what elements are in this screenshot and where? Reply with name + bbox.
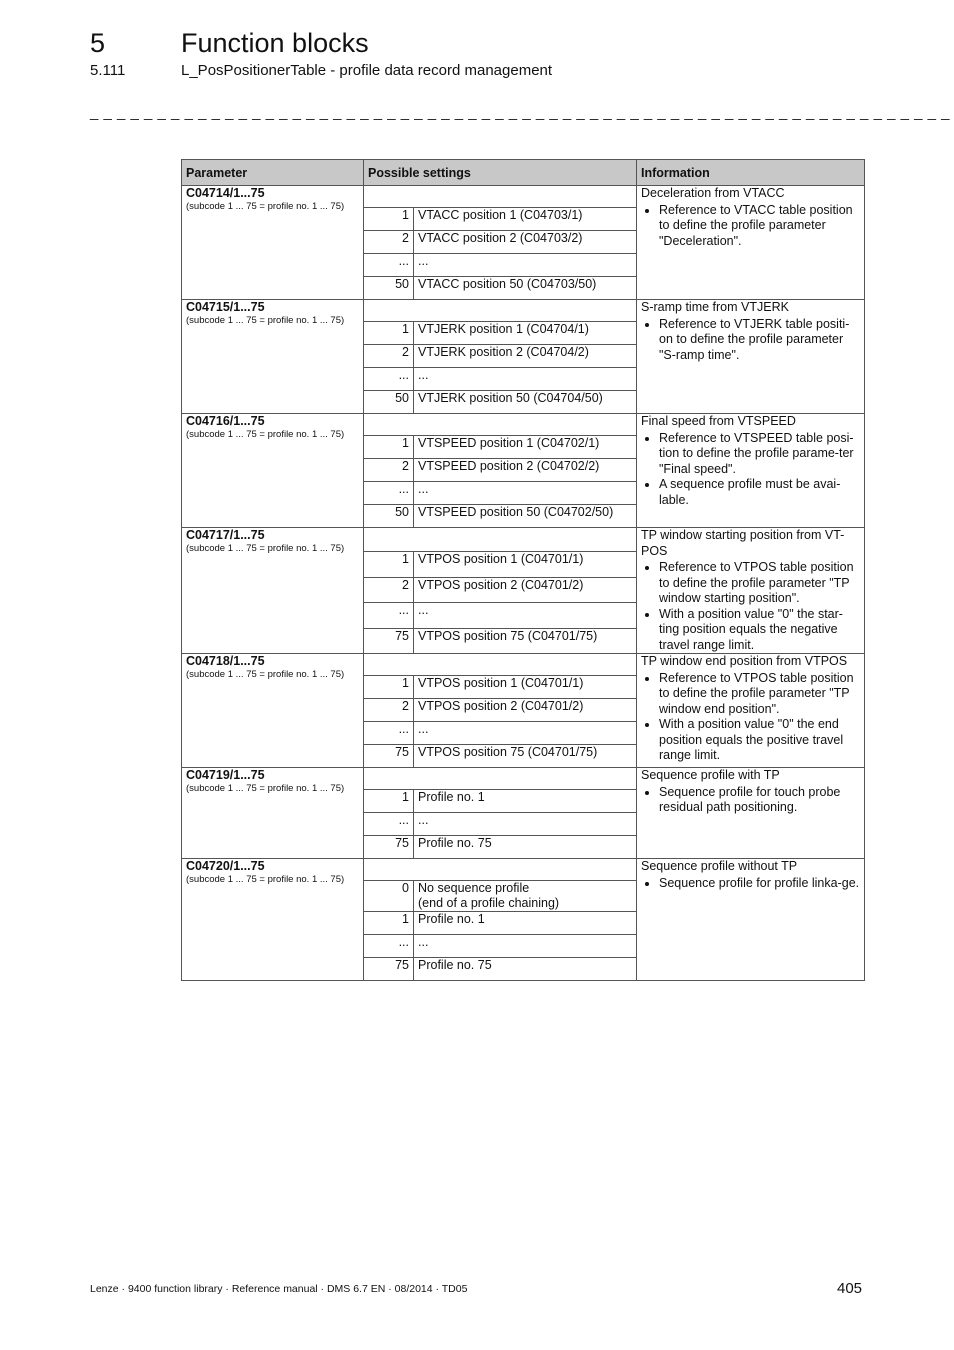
setting-text: ... [418,482,429,496]
settings-blank-cell [364,414,637,436]
parameter-code: C04716/1...75 [186,414,265,428]
information-bullet: • Reference to VTPOS table position to define the profile parameter "TP window starting position". [659,560,860,607]
setting-description [414,745,637,768]
setting-text: VTACC position 1 (C04703/1) [418,208,583,222]
parameter-cell [182,414,364,528]
table-row [182,859,865,881]
table-row [182,186,865,208]
setting-text: VTACC position 50 (C04703/50) [418,277,597,291]
table-row [182,768,865,790]
setting-text: VTSPEED position 2 (C04702/2) [418,459,600,473]
setting-text: VTPOS position 1 (C04701/1) [418,676,584,690]
setting-description [414,676,637,699]
information-list [641,671,860,764]
information-cell [637,859,865,981]
setting-value: 1 [364,552,414,577]
setting-value: ... [364,603,414,628]
setting-value: 75 [364,836,414,859]
setting-text: VTSPEED position 1 (C04702/1) [418,436,600,450]
page-number: 405 [837,1280,863,1297]
parameter-cell [182,300,364,414]
parameter-code: C04717/1...75 [186,528,265,542]
information-cell [637,654,865,768]
information-list [641,876,860,892]
parameter-code: C04718/1...75 [186,654,265,668]
table-row [182,414,865,436]
setting-description [414,912,637,935]
setting-description [414,231,637,254]
table-header-row [182,160,865,186]
information-cell [637,414,865,528]
parameter-cell [182,528,364,654]
setting-text: VTPOS position 2 (C04701/2) [418,699,584,713]
setting-value: 2 [364,699,414,722]
setting-value: ... [364,935,414,958]
setting-description [414,208,637,231]
setting-description [414,836,637,859]
information-bullet: • Reference to VTJERK table positi-on to define the profile parameter "S-ramp time". [659,317,860,364]
setting-value: 75 [364,958,414,981]
setting-text: ... [418,254,429,268]
table-row [182,300,865,322]
parameter-cell [182,654,364,768]
setting-text: ... [418,368,429,382]
information-bullet: • Reference to VTACC table position to define the profile parameter "Deceleration". [659,203,860,250]
parameter-cell [182,186,364,300]
setting-text: Profile no. 75 [418,958,492,972]
parameter-subcode: (subcode 1 ... 75 = profile no. 1 ... 75) [186,669,345,680]
setting-description [414,722,637,745]
header-possible-settings: Possible settings [364,160,637,186]
setting-value: 50 [364,277,414,300]
setting-text: ... [418,722,429,736]
header-separator: _ _ _ _ _ _ _ _ _ _ _ _ _ _ _ _ _ _ _ _ _ _ _ _ _ _ _ _ _ _ _ _ _ _ _ _ _ _ _ _ _ _ _ _ _ _ _ _ _ _ _ _ _ _ _ _ _ _ _ _ _ _ _ _ [90,104,950,121]
setting-description [414,603,637,628]
parameter-code: C04715/1...75 [186,300,265,314]
header-parameter: Parameter [182,160,364,186]
parameter-subcode: (subcode 1 ... 75 = profile no. 1 ... 75) [186,429,345,440]
setting-value: 50 [364,391,414,414]
setting-text: ... [418,603,429,618]
parameter-code: C04720/1...75 [186,859,265,873]
setting-description [414,482,637,505]
information-bullet: • With a position value "0" the star-ting position equals the negative travel range limit. [659,607,860,654]
parameter-table [181,159,865,981]
setting-value: 75 [364,745,414,768]
setting-description [414,459,637,482]
information-list [641,317,860,364]
setting-text: ... [418,813,429,827]
setting-description [414,790,637,813]
setting-text: VTJERK position 2 (C04704/2) [418,345,589,359]
setting-description [414,254,637,277]
setting-text: ... [418,935,429,949]
information-bullet: • A sequence profile must be avai-lable. [659,477,860,508]
information-list [641,203,860,250]
setting-value: ... [364,254,414,277]
setting-description [414,881,637,912]
information-list [641,431,860,509]
information-bullet: • Reference to VTSPEED table posi-tion to define the profile parame-ter "Final speed". [659,431,860,478]
setting-description [414,935,637,958]
header-information: Information [637,160,865,186]
setting-value: ... [364,368,414,391]
information-title: S-ramp time from VTJERK [641,300,789,314]
setting-text: VTPOS position 1 (C04701/1) [418,552,584,567]
setting-text: No sequence profile [418,881,530,895]
setting-value: ... [364,482,414,505]
information-title: Sequence profile with TP [641,768,780,782]
setting-description [414,436,637,459]
settings-blank-cell [364,300,637,322]
setting-text: VTJERK position 1 (C04704/1) [418,322,589,336]
parameter-code: C04714/1...75 [186,186,265,200]
setting-value: 2 [364,231,414,254]
setting-description [414,958,637,981]
chapter-number: 5 [90,28,106,58]
parameter-subcode: (subcode 1 ... 75 = profile no. 1 ... 75) [186,315,345,326]
information-title: Final speed from VTSPEED [641,414,796,428]
section-title: L_PosPositionerTable - profile data record management [181,62,553,79]
information-bullet: • Sequence profile for touch probe residual path positioning. [659,785,860,816]
settings-blank-cell [364,768,637,790]
table-row [182,528,865,552]
parameter-subcode: (subcode 1 ... 75 = profile no. 1 ... 75) [186,201,345,212]
setting-value: 1 [364,322,414,345]
setting-text: Profile no. 1 [418,790,485,804]
section-number: 5.111 [90,62,126,79]
setting-text: VTACC position 2 (C04703/2) [418,231,583,245]
table-row [182,654,865,676]
setting-value: ... [364,722,414,745]
information-bullet: • With a position value "0" the end position equals the positive travel range limit. [659,717,860,764]
setting-text: VTPOS position 2 (C04701/2) [418,577,584,592]
parameter-cell [182,768,364,859]
setting-description [414,368,637,391]
information-title: Deceleration from VTACC [641,186,785,200]
settings-blank-cell [364,186,637,208]
setting-value: 0 [364,881,414,912]
setting-value: 1 [364,790,414,813]
setting-description [414,628,637,653]
setting-text: Profile no. 1 [418,912,485,926]
information-bullet: • Reference to VTPOS table position to define the profile parameter "TP window end position". [659,671,860,718]
information-cell [637,300,865,414]
setting-value: 1 [364,436,414,459]
setting-description [414,813,637,836]
setting-text-secondary: (end of a profile chaining) [418,896,560,910]
parameter-subcode: (subcode 1 ... 75 = profile no. 1 ... 75) [186,874,345,885]
setting-value: ... [364,813,414,836]
setting-description [414,345,637,368]
parameter-subcode: (subcode 1 ... 75 = profile no. 1 ... 75) [186,543,345,554]
settings-blank-cell [364,528,637,552]
information-cell [637,768,865,859]
setting-description [414,699,637,722]
setting-value: 2 [364,577,414,602]
setting-value: 2 [364,459,414,482]
parameter-code: C04719/1...75 [186,768,265,782]
setting-value: 1 [364,912,414,935]
setting-text: VTPOS position 75 (C04701/75) [418,745,598,759]
setting-value: 50 [364,505,414,528]
setting-text: VTPOS position 75 (C04701/75) [418,628,598,643]
chapter-title: Function blocks [181,28,369,58]
setting-value: 1 [364,676,414,699]
information-cell [637,186,865,300]
setting-text: Profile no. 75 [418,836,492,850]
information-cell [637,528,865,654]
information-list [641,785,860,816]
setting-value: 2 [364,345,414,368]
parameter-subcode: (subcode 1 ... 75 = profile no. 1 ... 75) [186,783,345,794]
information-title: TP window end position from VTPOS [641,654,848,668]
setting-description [414,505,637,528]
settings-blank-cell [364,859,637,881]
information-bullet: • Sequence profile for profile linka-ge. [659,876,860,892]
setting-text: VTJERK position 50 (C04704/50) [418,391,603,405]
information-title: TP window starting position from VT-POS [641,528,845,558]
setting-text: VTSPEED position 50 (C04702/50) [418,505,614,519]
setting-description [414,322,637,345]
settings-blank-cell [364,654,637,676]
parameter-cell [182,859,364,981]
setting-value: 75 [364,628,414,653]
information-title: Sequence profile without TP [641,859,798,873]
setting-value: 1 [364,208,414,231]
setting-description [414,552,637,577]
information-list [641,560,860,653]
setting-description [414,577,637,602]
setting-description [414,391,637,414]
footer-text: Lenze · 9400 function library · Reference manual · DMS 6.7 EN · 08/2014 · TD05 [90,1283,468,1295]
setting-description [414,277,637,300]
